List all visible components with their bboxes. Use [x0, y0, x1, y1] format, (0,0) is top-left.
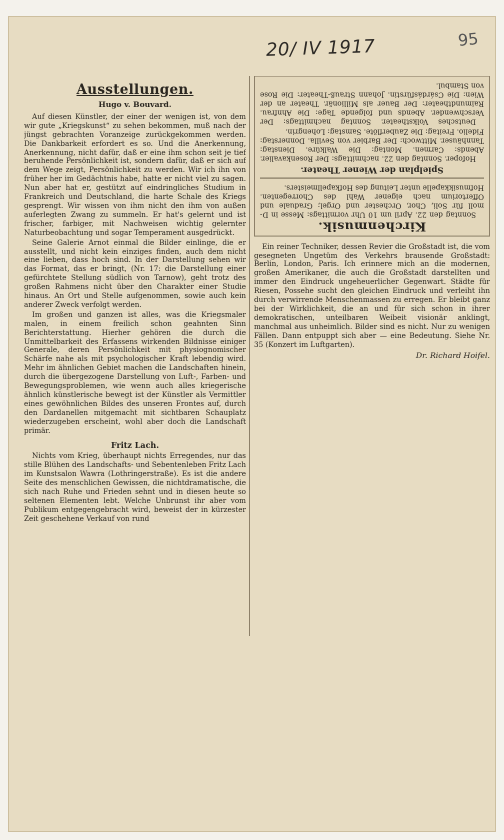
divider — [260, 178, 484, 179]
article-paragraph: Im großen und ganzen ist alles, was die Kriegsmaler malen, in einem freilich schon geahnten Sinn Berichterstattung. Hierher gehören die durch die Unmittelbarkeit des Erfassens wirkenden Bildnisse einiger Generale, deren Persönlichkeit mit physiognomischer Schärfe nahe als mit psychologischer Kraft lebendig wird. Mehr im ähnlichen Gebiet machen die Landschaften hinein, durch die übergezogene Darstellung von Luft-, Farben- und Bewegungsproblemen, wie wenn auch alles kriegerische ähnlich künstlerische bewegt ist der Künstler als Vermittler eines gewöhnlichen Bildes des unseren Frontes auf, durch den Dardanellen mitgemacht mit sichtbaren Schauplatz wiederzugeben erscheint, wohl aber doch die Landschaft primär. — [24, 309, 246, 435]
inverted-clipping — [254, 76, 490, 237]
article-paragraph: Seine Galerie Arnot einmal die Bilder einlinge, die er ausstellt, und nicht kein einziges finden, auch dem nicht eine lieben, dass hoch sind. In der Darstellung sehen wir das Format, das er bringt, (Nr. 17: die Darstellung einer gefürchtete Stellung südlich von Tarnow), geht trotz des großen Rahmens nicht über den Charakter einer Studie hinaus. An Ort und Stelle aufgenommen, sowie auch kein anderer Zweck verfolgt werden. — [24, 237, 246, 309]
section-heading: Fritz Lach. — [110, 439, 160, 450]
article-headline: Ausstellungen. — [76, 82, 194, 98]
article-paragraph: Nichts vom Krieg, überhaupt nichts Erregendes, nur das stille Blühen des Landschafts- und Sebentenleben Fritz Lach im Kunstsalon Wawra (Lothringerstraße). Es ist die andere Seite des menschlichen Gewissen, die nichtdramatische, die sich nach Ruhe und Frieden sehnt und in diesen heute so seltenen Elementen lebt. Welche Unbrunst ihr aber vom Publikum entgegengebracht wird, beweist der in kürzester Zeit geschehene Verkauf von rund — [24, 451, 246, 523]
article-column-left — [24, 76, 246, 832]
article-byline: Hugo v. Bouvard. — [98, 100, 172, 109]
column-divider — [249, 76, 250, 636]
right-column-paragraph: Ein reiner Techniker, dessen Revier die Großstadt ist, die vom gesegneten Ungetüm des Verkehrs brausende Großstadt: Berlin, London, Paris. Ich erinnere mich an die modernen, großen Amerikaner, die auch die Großstadt darstellten und immer den Eindruck ungeheuerlicher Gegenwart. Städte für Riesen, Possehe sucht den gleichen Eindruck und verleiht ihn durch verwirrende Menschenmassen zu erregen. Er bleibt ganz bei der Wirklichkeit, die an und für sich schon in ihrer demokratischen, unteilbaren Weibeit visionär anklingt, manchmal aus unheimlich. Bilder sind es nicht. Nur zu wenigen Fällen. Dann entpuppt sich aber — eine Bedeutung. Siehe Nr. 35 (Konzert im Luftgarten). — [254, 241, 490, 349]
author-signature: Dr. Richard Hoifel. — [415, 351, 490, 361]
inverted-clipping-heading: Kirchenmusik. — [317, 219, 427, 235]
inverted-clipping-paragraph: Deutsches Volkstheater. Sonntag nachmittags: Der Verschwender. Abends und folgende Tage: Die Ahnfrau. Raimundtheater: Der Bauer als Millionär. Theater an der Wien: Die Csárdásfürstin. Johann Strauß-Theater: Die Rose von Stambul. — [260, 81, 484, 127]
inverted-clipping-paragraph: Sonntag den 22. April um 10 Uhr vormittags: Messe in D-moll für Soli, Chor, Orchester und Orgel; Graduale und Offertorium nach eigener Wahl des Chorregenten. Hofmusikkapelle unter Leitung des Hofkapellmeisters. — [260, 183, 484, 220]
inverted-clipping-subheading: Spielplan der Wiener Theater. — [300, 165, 444, 176]
handwritten-page-number: 95 — [456, 28, 479, 51]
handwritten-date: 20/ IV 1917 — [265, 36, 376, 61]
article-column-right — [254, 76, 490, 766]
newspaper-clipping — [8, 16, 496, 832]
article-paragraph: Auf diesen Künstler, der einer der wenigen ist, von dem wir gute „Kriegskunst“ zu sehen bekommen, muß nach der jüngst gebrachten Voranzeige zurückgekommen werden. Die Dankbarkeit erfordert es so. Und die Anerkennung, Anerkennung, nicht dafür, daß er eine ihm schon seit je tief beruhende Persönlichkeit ist, sondern dafür, daß er sich auf dem Wege zeigt, Persönlichkeit zu werden. Wir ich ihn von früher her im Gedächtnis habe, hatte er nicht viel zu sagen. Nun aber hat er, gestützt auf eindringliches Studium in Frankreich und Deutschland, die harte Schale des Kriegs gesprengt. Wir wissen von ihm nicht den ihm von außen auferlegten Zwang zu summeln. Er hat's gelernt und ist frischer, farbiger, mit Nachweisen wichtig gelernter Naturbeobachtung und sogar Temperament ausgedrückt. — [24, 111, 246, 237]
inverted-clipping-paragraph: Hofoper. Sonntag den 22. nachmittags: Der Rosenkavalier. Abends: Carmen. Montag: Die Walküre. Dienstag: Tannhäuser. Mittwoch: Der Barbier von Sevilla. Donnerstag: Fidelio. Freitag: Die Zauberflöte. Samstag: Lohengrin. — [260, 127, 484, 164]
